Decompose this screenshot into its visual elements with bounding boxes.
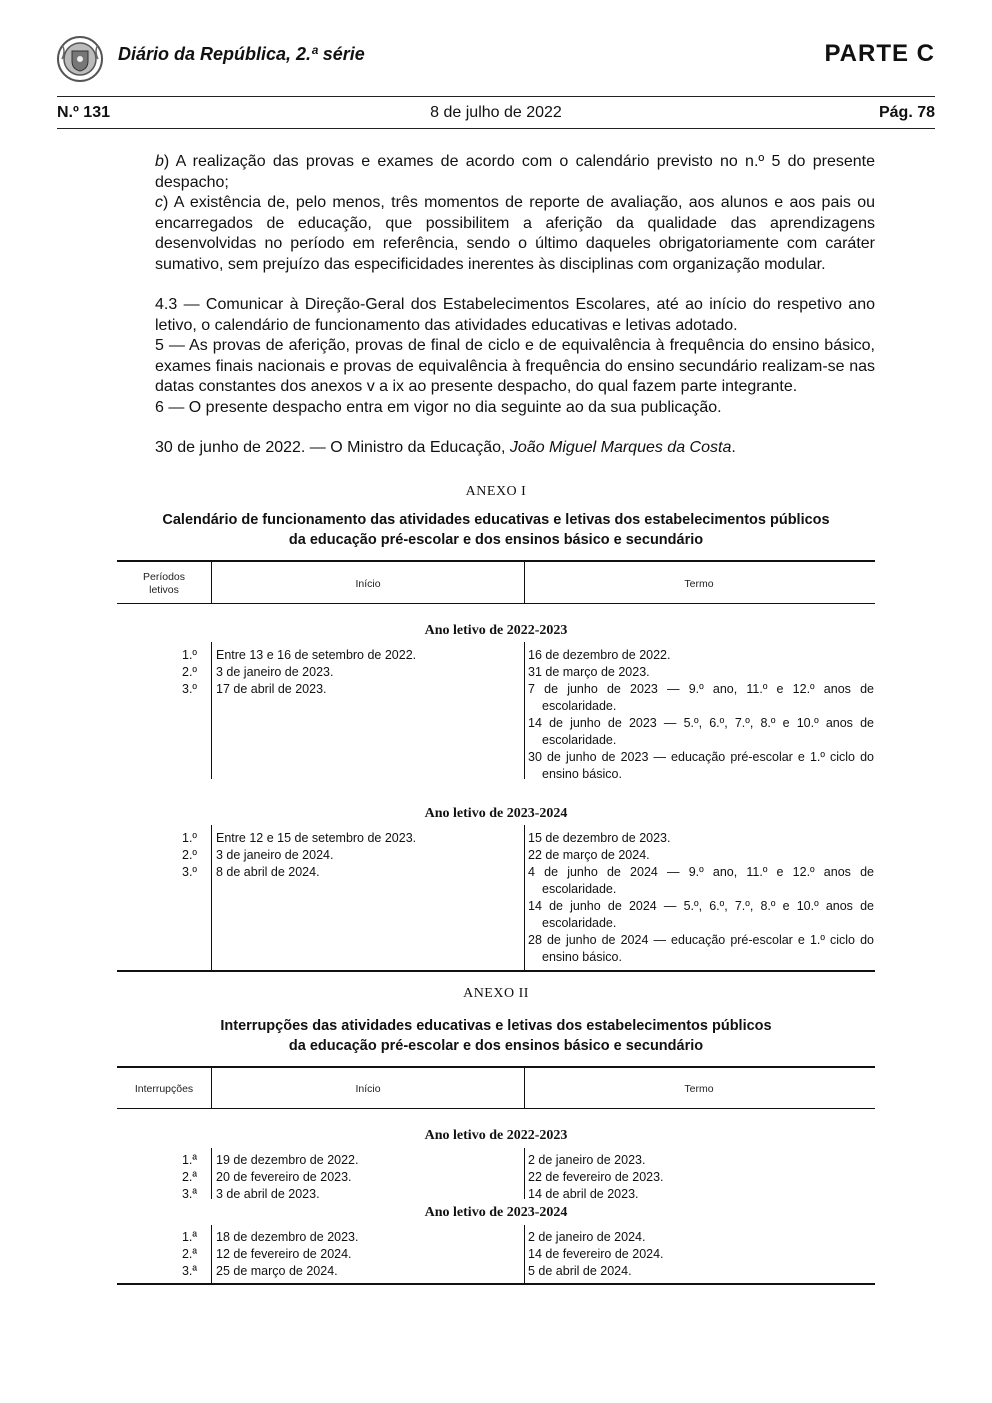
- annex-2-header-divider-1: [211, 1067, 212, 1108]
- annex-1-period-end: 28 de junho de 2024 — educação pré-escolar e 1.º ciclo do ensino básico.: [528, 933, 874, 964]
- annex-2-interruption-ord: 1.ª: [181, 1153, 197, 1167]
- annex-2-interruption-start: 25 de março de 2024.: [216, 1264, 338, 1278]
- annex-1-body-divider-1: [211, 825, 212, 971]
- annex-2-interruption-end: 2 de janeiro de 2023.: [528, 1153, 646, 1167]
- annex-2-table-bottom-rule: [117, 1283, 875, 1285]
- paragraph-c: c) A existência de, pelo menos, três momentos de reporte de avaliação, aos alunos e aos pais ou encarregados de educação, que possibilitem a aferição da qualidade das aprendizagens desenvolvidas no período em referência, sendo o último daqueles obrigatoriamente com caráter sumativo, sem prejuízo das especificidades inerentes às disciplinas com organização modular.: [155, 194, 875, 273]
- annex-1-body-divider-1: [211, 642, 212, 779]
- annex-2-interruption-ord: 3.ª: [181, 1264, 197, 1278]
- annex-1-period-ord: 1.º: [182, 831, 197, 845]
- annex-1-period-end: 14 de junho de 2024 — 5.º, 6.º, 7.º, 8.º e 10.º anos de escolaridade.: [528, 899, 874, 930]
- annex-1-period-end: 31 de março de 2023.: [528, 665, 650, 679]
- annex-1-period-end: 30 de junho de 2023 — educação pré-escolar e 1.º ciclo do ensino básico.: [528, 750, 874, 781]
- page-number: Pág. 78: [878, 104, 935, 121]
- annex-2-interruption-ord: 2.ª: [181, 1247, 197, 1261]
- issue-number: N.º 131: [57, 104, 110, 121]
- annex-2-col-interruptions: Interrupções: [134, 1083, 194, 1095]
- annex-1-body-divider-2: [524, 825, 525, 971]
- annex-2-interruption-end: 22 de fevereiro de 2023.: [528, 1170, 664, 1184]
- paragraph-b: b) A realização das provas e exames de acordo com o calendário previsto no n.º 5 do presente despacho;: [155, 153, 875, 191]
- annex-2-interruption-end: 14 de fevereiro de 2024.: [528, 1247, 664, 1261]
- annex-2-body-divider-1: [211, 1148, 212, 1199]
- annex-2-interruption-ord: 1.ª: [181, 1230, 197, 1244]
- annex-1-col-end: Termo: [684, 578, 714, 590]
- annex-2-year-title: Ano letivo de 2023-2024: [424, 1205, 568, 1220]
- annex-1-period-start: 3 de janeiro de 2024.: [216, 848, 334, 862]
- annex-2-interruption-start: 3 de abril de 2023.: [216, 1187, 320, 1201]
- annex-2-label: ANEXO II: [463, 986, 529, 1001]
- annex-1-header-bottom-rule: [117, 603, 875, 604]
- annex-2-interruption-end: 5 de abril de 2024.: [528, 1264, 632, 1278]
- annex-1-period-end: 15 de dezembro de 2023.: [528, 831, 671, 845]
- annex-1-header-divider-1: [211, 561, 212, 603]
- annex-1-period-end: 4 de junho de 2024 — 9.º ano, 11.º e 12.º anos de escolaridade.: [528, 865, 874, 896]
- annex-1-period-end: 22 de março de 2024.: [528, 848, 650, 862]
- annex-1-period-ord: 1.º: [182, 648, 197, 662]
- annex-1-col-start: Início: [355, 578, 381, 590]
- annex-1-period-ord: 3.º: [182, 682, 197, 696]
- annex-2-table-top-rule: [117, 1066, 875, 1068]
- annex-1-period-start: 8 de abril de 2024.: [216, 865, 320, 879]
- annex-1-title: Calendário de funcionamento das atividades educativas e letivas dos estabelecimentos públicos da educação pré-escolar e dos ensinos básico e secundário: [162, 512, 830, 548]
- part-label: PARTE C: [824, 40, 935, 67]
- annex-1-label: ANEXO I: [465, 484, 527, 499]
- annex-1-header-divider-2: [524, 561, 525, 603]
- annex-2-col-start: Início: [355, 1083, 381, 1095]
- annex-2-interruption-ord: 2.ª: [181, 1170, 197, 1184]
- annex-2-interruption-start: 20 de fevereiro de 2023.: [216, 1170, 352, 1184]
- annex-1-year-title: Ano letivo de 2023-2024: [424, 806, 568, 821]
- annex-1-period-end-list: [528, 830, 874, 966]
- annex-1-period-end: 7 de junho de 2023 — 9.º ano, 11.º e 12.º anos de escolaridade.: [528, 682, 874, 713]
- republic-emblem-icon: [56, 35, 104, 83]
- annex-2-body-divider-1: [211, 1225, 212, 1283]
- signature-line: 30 de junho de 2022. — O Ministro da Educação, João Miguel Marques da Costa.: [155, 439, 736, 456]
- annex-1-year-title: Ano letivo de 2022-2023: [424, 623, 568, 638]
- annex-2-title: Interrupções das atividades educativas e letivas dos estabelecimentos públicos da educação pré-escolar e dos ensinos básico e secundário: [220, 1018, 772, 1054]
- signatory-name: João Miguel Marques da Costa: [509, 439, 732, 456]
- annex-1-period-end: 14 de junho de 2023 — 5.º, 6.º, 7.º, 8.º e 10.º anos de escolaridade.: [528, 716, 874, 747]
- annex-1-period-ord: 2.º: [182, 848, 197, 862]
- annex-1-period-start: 17 de abril de 2023.: [216, 682, 327, 696]
- annex-2-interruption-end: 2 de janeiro de 2024.: [528, 1230, 646, 1244]
- annex-2-col-end: Termo: [684, 1083, 714, 1095]
- annex-2-interruption-start: 18 de dezembro de 2023.: [216, 1230, 359, 1244]
- annex-2-header-bottom-rule: [117, 1108, 875, 1109]
- annex-1-period-end-list: [528, 647, 874, 783]
- annex-2-interruption-start: 12 de fevereiro de 2024.: [216, 1247, 352, 1261]
- paragraph-5: 5 — As provas de aferição, provas de final de ciclo e de equivalência à frequência do ensino básico, exames finais nacionais e provas de equivalência à frequência do ensino secundário realizam-se nas datas constantes dos anexos v a ix ao presente despacho, do qual fazem parte integrante.: [155, 337, 875, 395]
- issue-date: 8 de julho de 2022: [430, 104, 562, 121]
- annex-2-header-divider-2: [524, 1067, 525, 1108]
- annex-2-interruption-ord: 3.ª: [181, 1187, 197, 1201]
- annex-1-period-ord: 3.º: [182, 865, 197, 879]
- paragraph-6: 6 — O presente despacho entra em vigor no dia seguinte ao da sua publicação.: [155, 399, 722, 416]
- annex-1-period-start: Entre 12 e 15 de setembro de 2023.: [216, 831, 417, 845]
- paragraph-4-3: 4.3 — Comunicar à Direção-Geral dos Estabelecimentos Escolares, até ao início do respetivo ano letivo, o calendário de funcionamento das atividades educativas e letivas adotado.: [155, 296, 875, 334]
- annex-1-body-divider-2: [524, 642, 525, 779]
- annex-1-period-start: 3 de janeiro de 2023.: [216, 665, 334, 679]
- annex-1-col-periods: Períodos letivos: [142, 571, 186, 596]
- header-rule-bottom: [57, 128, 935, 129]
- annex-2-body-divider-2: [524, 1148, 525, 1199]
- header-rule-top: [57, 96, 935, 97]
- annex-2-body-divider-2: [524, 1225, 525, 1283]
- annex-2-interruption-end: 14 de abril de 2023.: [528, 1187, 639, 1201]
- annex-2-interruption-start: 19 de dezembro de 2022.: [216, 1153, 359, 1167]
- annex-1-table-bottom-rule: [117, 970, 875, 972]
- annex-1-period-ord: 2.º: [182, 665, 197, 679]
- annex-2-year-title: Ano letivo de 2022-2023: [424, 1128, 568, 1143]
- journal-title: Diário da República, 2.ª série: [118, 44, 365, 64]
- annex-1-period-end: 16 de dezembro de 2022.: [528, 648, 671, 662]
- annex-1-period-start: Entre 13 e 16 de setembro de 2022.: [216, 648, 417, 662]
- annex-1-table-top-rule: [117, 560, 875, 562]
